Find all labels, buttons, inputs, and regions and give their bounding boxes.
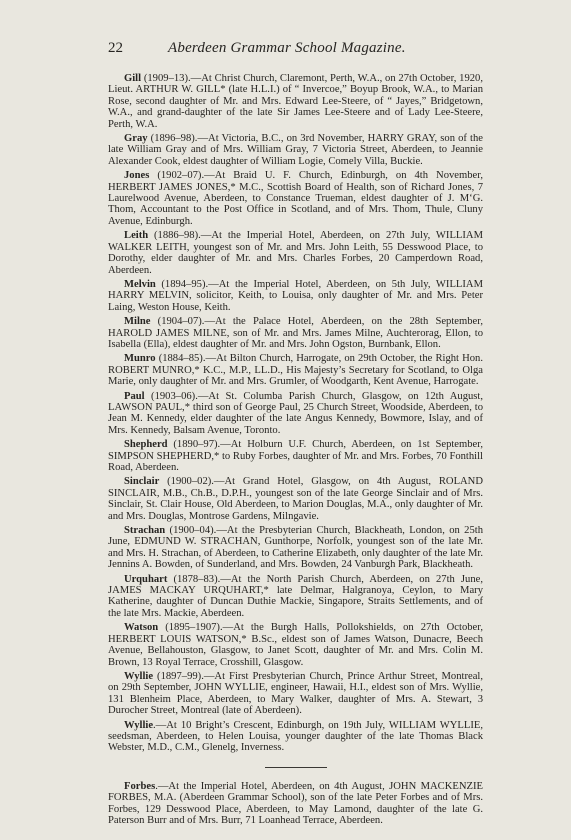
notice-entry <box>108 391 483 437</box>
notice-surname: Strachan <box>124 525 166 537</box>
notice-text: (1896–98).—At Victoria, B.C., on 3rd November, HARRY GRAY, son of the late William Gray and of Mrs. William Gray, 7 Victoria Street, Aberdeen, to Jeannie Alexander Cook, eldest daughter of William Logie, Comely Villa, Buckie. <box>108 133 483 167</box>
addendum-entry <box>108 781 483 827</box>
notice-text: (1900–02).—At Grand Hotel, Glasgow, on 4th August, ROLAND SINCLAIR, M.B., Ch.B., D.P.H., youngest son of the late George Sinclair and of Mrs. Sinclair, St. Clair House, Old Aberdeen, to Marion Douglas, M.A., only daughter of Mr. and Mrs. Douglas, Montrose Gardens, Milngavie. <box>108 476 483 522</box>
notice-surname: Gill <box>124 73 142 84</box>
notice-text: (1890–97).—At Holburn U.F. Church, Aberdeen, on 1st September, SIMPSON SHEPHERD,* to Ruby Forbes, daughter of Mr. and Mrs. Forbes, 70 Fonthill Road, Aberdeen. <box>108 439 483 473</box>
notice-surname: Wyllie <box>124 670 154 682</box>
notice-surname: Gray <box>124 133 148 145</box>
notice-surname: Milne <box>124 316 151 328</box>
notice-surname: Leith <box>124 230 149 242</box>
notice-entry <box>108 133 483 167</box>
notice-surname: Munro <box>124 353 156 365</box>
section-divider <box>265 767 327 768</box>
notice-entry <box>108 439 483 473</box>
notice-entry <box>108 353 483 387</box>
marriage-notices <box>108 73 483 754</box>
notice-entry <box>108 476 483 522</box>
notice-text: (1895–1907).—At the Burgh Halls, Pollokshields, on 27th October, HERBERT LOUIS WATSON,* B.Sc., eldest son of James Watson, Dunacre, Beech Avenue, Bellahouston, Glasgow, to Janet Scott, daughter of Mr. and Mrs. Colin M. Brown, 13 Royal Terrace, Crosshill, Glasgow. <box>108 622 483 668</box>
notice-entry <box>108 230 483 276</box>
notice-surname: Shepherd <box>124 439 168 451</box>
notice-entry <box>108 170 483 227</box>
notice-text: (1903–06).—At St. Columba Parish Church, Glasgow, on 12th August, LAWSON PAUL,* third son of George Paul, 25 Church Street, Woodside, Aberdeen, to Jean M. Kennedy, elder daughter of the late Angus Kennedy, Bowmore, Islay, and of Mrs. Kennedy, Balsam Avenue, Toronto. <box>108 390 483 436</box>
notice-text: (1909–13).—At Christ Church, Claremont, Perth, W.A., on 27th October, 1920, Lieut. ARTHUR W. GILL* (late H.L.I.) of “ Invercoe,” Boyup Brook, W.A., to Marian Rose, second daughter of Mr. and Mrs. Edward Lee-Steere, of “ Jayes,” Bridgetown, W.A., and grand-daughter of the late Sir James Lee-Steere and of Lady Lee-Steere, Perth, W.A. <box>108 73 483 130</box>
notice-text: (1902–07).—At Braid U. F. Church, Edinburgh, on 4th November, HERBERT JAMES JONES,* M.C., Scottish Board of Health, son of Richard Jones, 7 Laurelwood Avenue, Aberdeen, to Constance Trueman, eldest daughter of J. M‘G. Thom, Accountant to the Post Office in Scotland, and of Mrs. Thom, Thule, Cluny Avenue, Edinburgh. <box>108 170 483 227</box>
notice-entry <box>108 279 483 313</box>
notice-text: .—At 10 Bright’s Crescent, Edinburgh, on 19th July, WILLIAM WYLLIE, seedsman, Aberdeen, to Helen Louisa, younger daughter of the late Thomas Black Webster, M.D., C.M., Glenelg, Inverness. <box>108 719 483 754</box>
page-number: 22 <box>108 40 123 56</box>
notice-surname: Urquhart <box>124 573 168 585</box>
notice-text: (1894–95).—At the Imperial Hotel, Aberdeen, on 5th July, WILLIAM HARRY MELVIN, solicitor, Keith, to Louisa, only daughter of Mr. and Mrs. Peter Laing, Weston House, Keith. <box>108 278 483 313</box>
notice-text: (1904–07).—At the Palace Hotel, Aberdeen, on the 28th September, HAROLD JAMES MILNE, son of Mr. and Mrs. James Milne, Auchterorag, Ellon, to Isabella (Ella), eldest daughter of Mr. and Mrs. John Ogston, Burnbank, Ellon. <box>108 316 483 350</box>
notice-text: (1897–99).—At First Presbyterian Church, Prince Arthur Street, Montreal, on 29th September, JOHN WYLLIE, engineer, Hawaii, H.I., eldest son of Mrs. Wyllie, 131 Blenheim Place, Aberdeen, to Mary Walker, daughter of Mrs. A. Stewart, 3 Durocher Street, Montreal (late of Aberdeen). <box>108 670 483 717</box>
notice-entry <box>108 316 483 350</box>
notice-surname: Paul <box>124 390 145 402</box>
notice-text: (1900–04).—At the Presbyterian Church, Blackheath, London, on 25th June, EDMUND W. STRACHAN, Gunthorpe, Norfolk, youngest son of the late Mr. and Mrs. H. Strachan, of Aberdeen, to Catherine Elizabeth, only daughter of the late Mr. Jennins A. Bowden, of Sunderland, and Mrs. Bowden, 24 Vanburgh Park, Blackheath. <box>108 525 483 571</box>
notice-text: (1878–83).—At the North Parish Church, Aberdeen, on 27th June, JAMES MACKAY URQUHART,* late Delmar, Halgranoya, Ceylon, to Mary Katherine, daughter of Duncan Duthie Mackie, Singapore, Straits Settlements, and of the late Mrs. Mackie, Aberdeen. <box>108 573 483 619</box>
notice-entry <box>108 671 483 717</box>
notice-surname: Wyllie <box>124 719 154 731</box>
notice-surname: Sinclair <box>124 476 160 488</box>
notice-surname: Forbes <box>124 780 156 792</box>
notice-text: (1884–85).—At Bilton Church, Harrogate, on 29th October, the Right Hon. ROBERT MUNRO,* K.C., M.P., LL.D., His Majesty’s Secretary for Scotland, to Olga Marie, only daughter of Mr. and Mrs. Grumler, of Woodgarth, Kent Avenue, Harrogate. <box>108 353 483 388</box>
page-header <box>108 40 483 57</box>
notice-entry <box>108 622 483 668</box>
notice-text: .—At the Imperial Hotel, Aberdeen, on 4th August, JOHN MACKENZIE FORBES, M.A. (Aberdeen Grammar School), son of the late Peter Forbes and of Mrs. Forbes, 129 Desswood Place, Aberdeen, to May Lamond, daughter of the late G. Paterson Burr and of Mrs. Burr, 71 Loanhead Terrace, Aberdeen. <box>108 780 483 826</box>
notice-entry <box>108 720 483 754</box>
notice-surname: Melvin <box>124 278 156 290</box>
notice-surname: Watson <box>124 622 159 634</box>
notice-entry <box>108 73 483 130</box>
notice-text: (1886–98).—At the Imperial Hotel, Aberdeen, on 27th July, WILLIAM WALKER LEITH, youngest son of Mr. and Mrs. John Leith, 55 Desswood Place, to Dorothy, elder daughter of Mr. and Mrs. Charles Forbes, 20 Camperdown Road, Aberdeen. <box>108 230 483 276</box>
notice-entry <box>108 525 483 571</box>
running-title: Aberdeen Grammar School Magazine. <box>168 40 406 56</box>
notice-surname: Jones <box>124 170 150 182</box>
notice-entry <box>108 574 483 620</box>
